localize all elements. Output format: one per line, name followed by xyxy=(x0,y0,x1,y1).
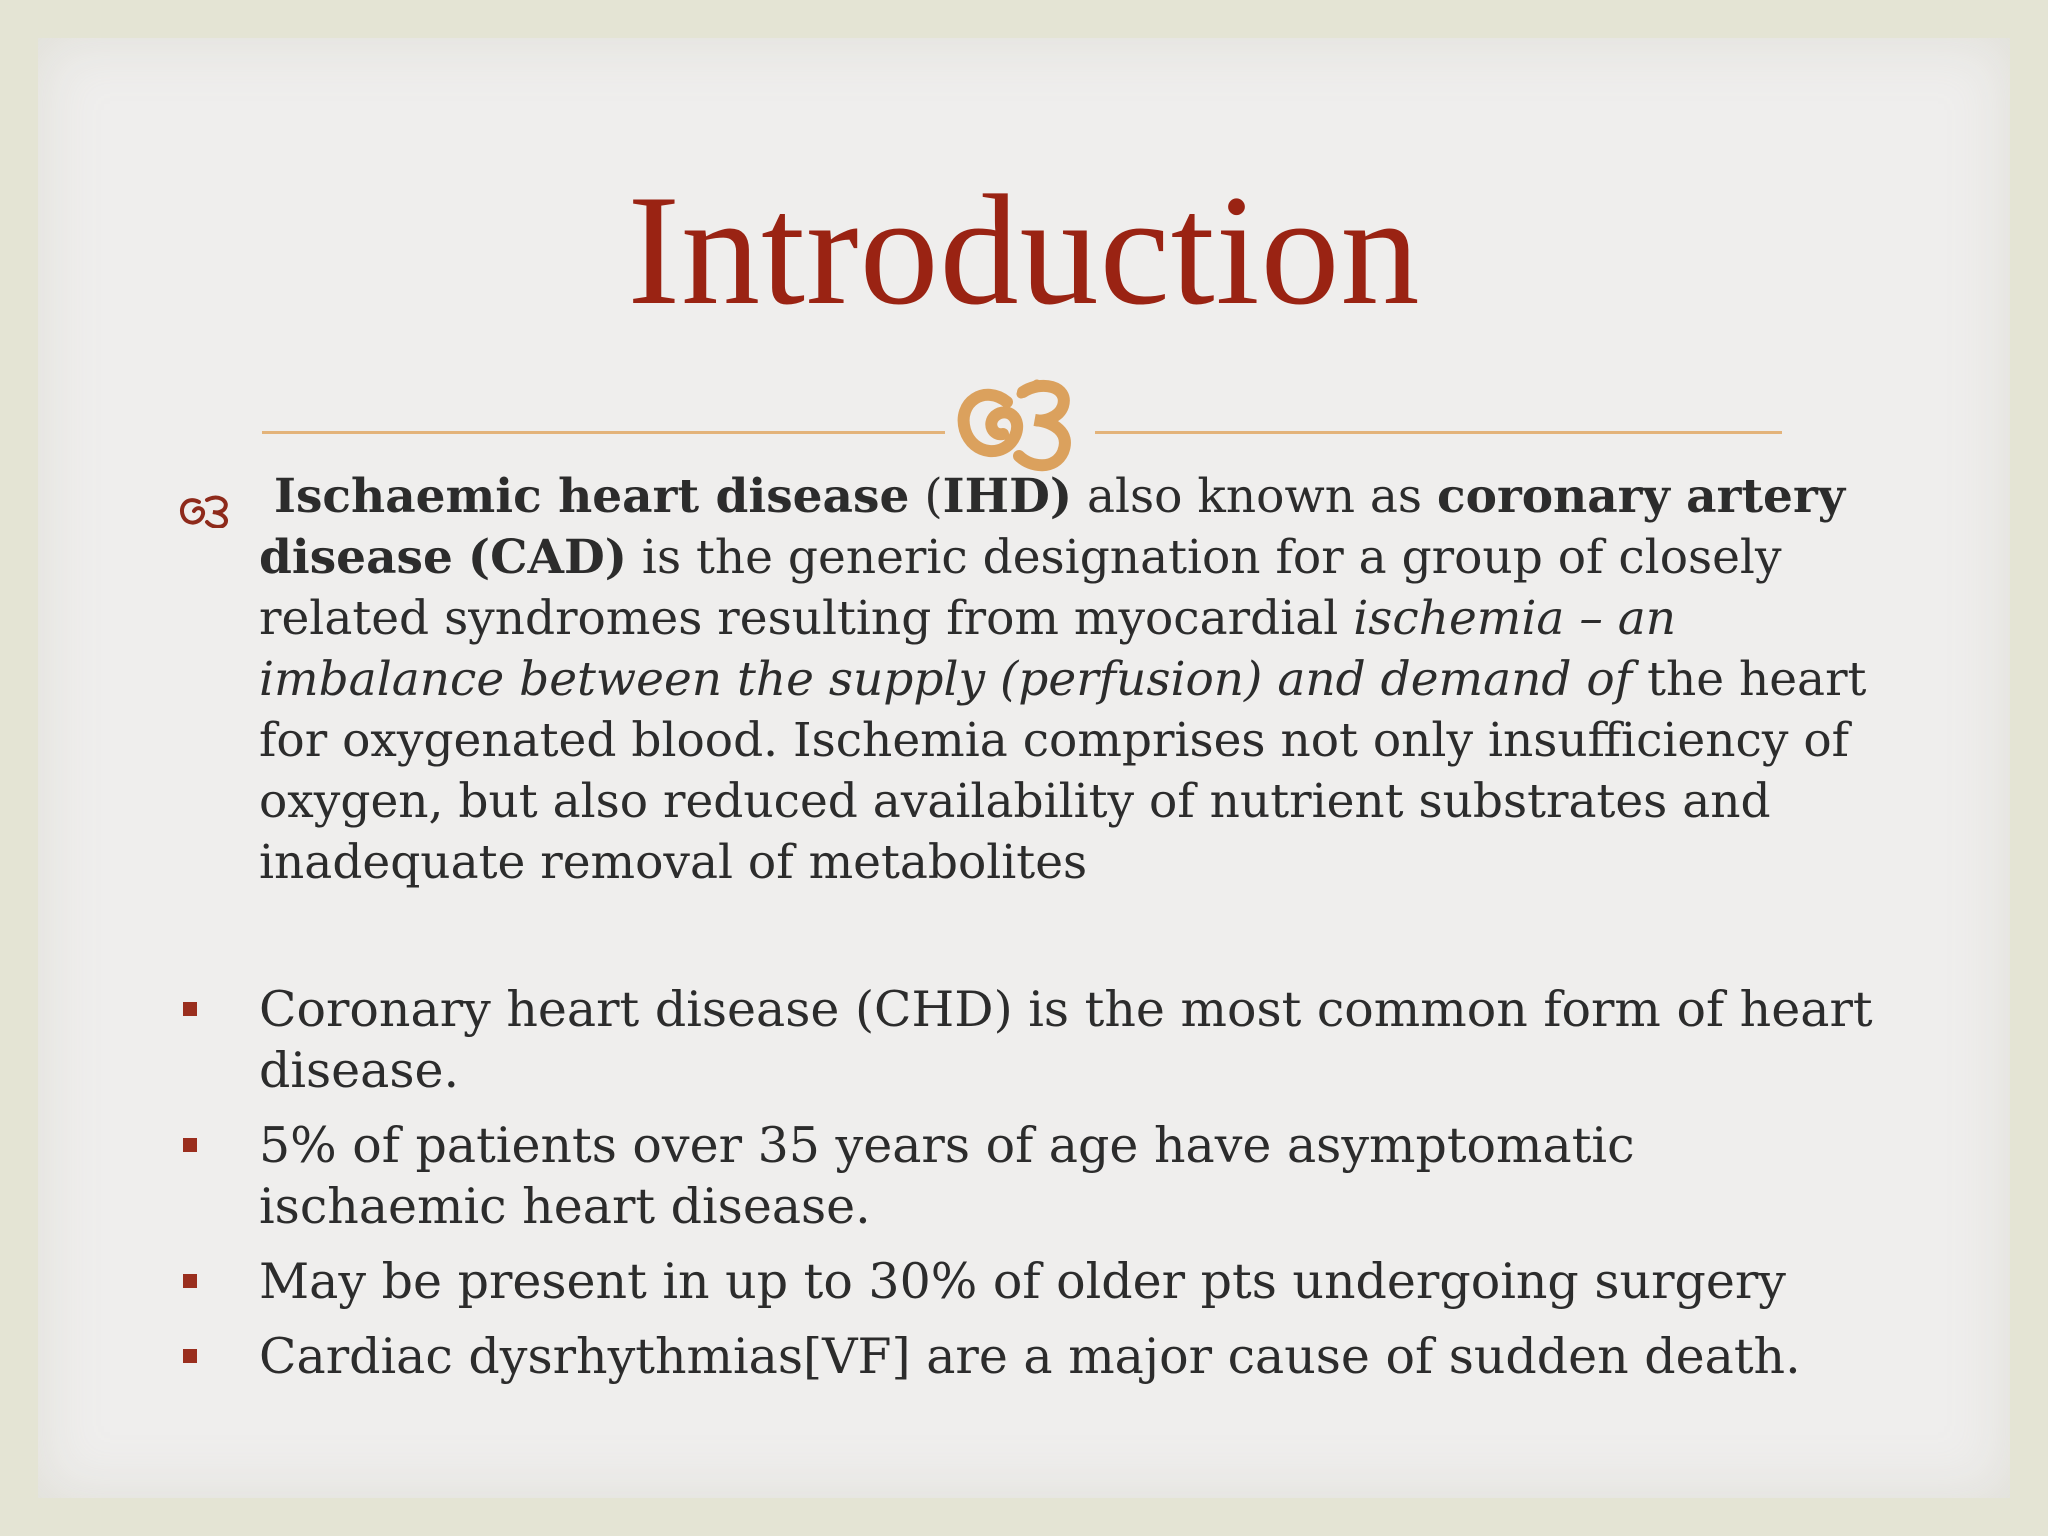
list-item xyxy=(175,1251,1895,1312)
paren-open: ( xyxy=(924,469,943,524)
bullet-text: May be present in up to 30% of older pts undergoing surgery xyxy=(259,1253,1786,1310)
abbrev-ihd: IHD) xyxy=(942,469,1073,524)
intro-text-1: also known as xyxy=(1072,469,1437,524)
intro-text-3: the heart for oxygenated blood. Ischemia comprises not only insufficiency of oxygen, but also reduced availability of nutrient substrates and inadequate removal of metabolites xyxy=(259,652,1867,890)
list-item xyxy=(175,1115,1895,1237)
slide-title: Introduction xyxy=(627,163,1421,338)
list-item xyxy=(175,979,1895,1101)
abbrev-cad: (CAD) xyxy=(467,530,627,585)
slide-content xyxy=(175,466,1895,1401)
square-bullet-icon xyxy=(183,1349,197,1363)
intro-paragraph xyxy=(175,466,1895,893)
bullet-text: 5% of patients over 35 years of age have asymptomatic ischaemic heart disease. xyxy=(259,1117,1635,1235)
intro-text-2: is the generic designation for a group of closely related syndromes resulting from myocardial xyxy=(259,530,1782,646)
bullet-text: Coronary heart disease (CHD) is the most common form of heart disease. xyxy=(259,981,1873,1099)
square-bullet-icon xyxy=(183,1002,197,1016)
bullet-list xyxy=(175,979,1895,1387)
intro-italic: ischemia – an imbalance between the supply (perfusion) and demand of xyxy=(259,591,1677,707)
curl-ornament-icon xyxy=(177,482,233,516)
list-item xyxy=(175,1326,1895,1387)
square-bullet-icon xyxy=(183,1138,197,1152)
term-ihd: Ischaemic heart disease xyxy=(273,469,910,524)
square-bullet-icon xyxy=(183,1274,197,1288)
term-cad: coronary artery disease xyxy=(259,469,1846,585)
bullet-text: Cardiac dysrhythmias[VF] are a major cause of sudden death. xyxy=(259,1328,1801,1385)
